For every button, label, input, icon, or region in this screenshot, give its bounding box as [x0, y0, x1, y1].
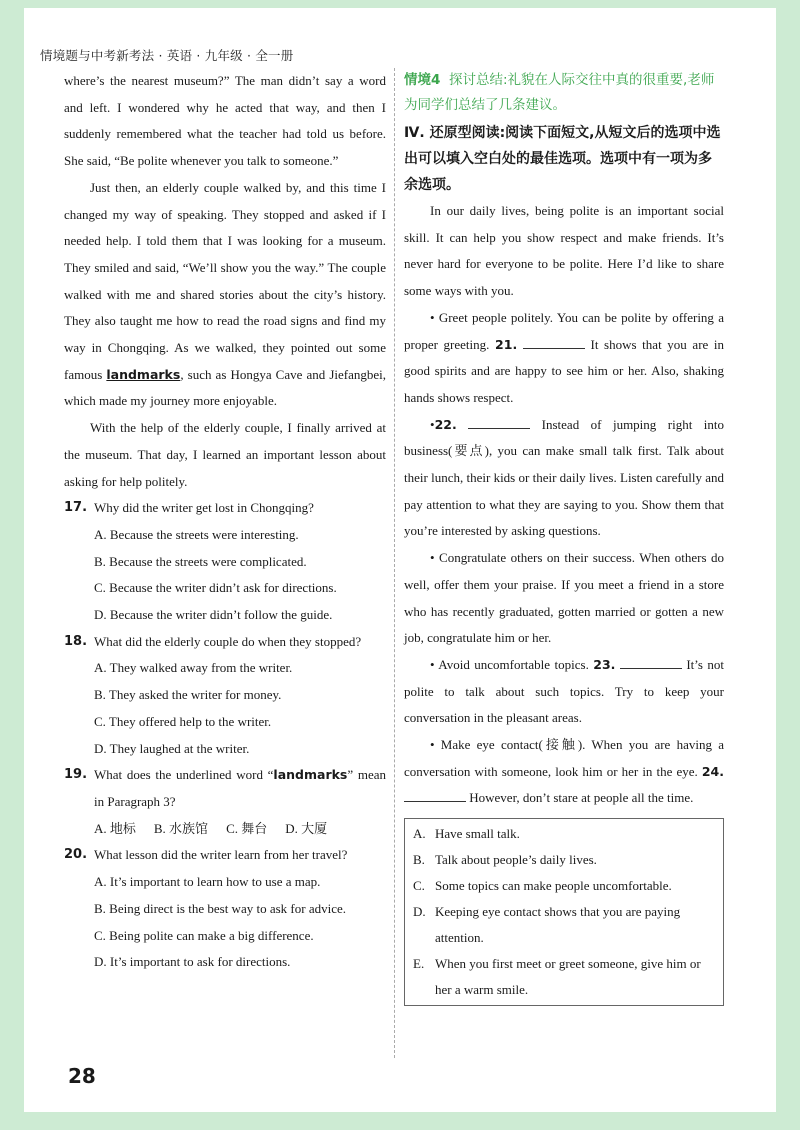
option[interactable]: B. Being direct is the best way to ask for advice.: [94, 900, 346, 916]
option[interactable]: D. They laughed at the writer.: [94, 740, 250, 756]
choice-option[interactable]: B. Talk about people’s daily lives.: [413, 852, 597, 868]
question-text: Why did the writer get lost in Chongqing?: [94, 500, 314, 516]
underlined-word: landmarks: [106, 366, 181, 382]
passage-paragraph: where’s the nearest museum?” The man didn’t say a word and left. I wondered why he acted that way, and then I suddenly remembered what the teacher had told us before. She said, “Be polite whenever you talk to someone.”: [64, 73, 386, 169]
scenario-label: 情境4: [404, 72, 441, 88]
answer-blank[interactable]: [404, 787, 466, 802]
choice-option[interactable]: A. Have small talk.: [413, 826, 520, 842]
blank-number: 22.: [434, 416, 457, 432]
passage-paragraph: • Avoid uncomfortable topics. 23. It’s not polite to talk about such topics. Try to keep your conversation in the pleasant areas.: [404, 652, 724, 732]
passage-paragraph: •22. Instead of jumping right into business(要点), you can make small talk first. Talk about their lunch, their kids or their daily lives. Listen carefully and pay attention to what they are saying to you. Show them that you’re interested by asking questions.: [404, 412, 724, 546]
question-text: What does the underlined word “landmarks” mean in Paragraph 3?: [94, 767, 386, 809]
page-number: 28: [68, 1064, 96, 1088]
option[interactable]: D. 大厦: [285, 820, 328, 836]
scenario-note: 情境4 探讨总结:礼貌在人际交往中真的很重要,老师为同学们总结了几条建议。: [404, 72, 715, 113]
left-column: [64, 68, 386, 976]
option[interactable]: C. 舞台: [226, 820, 268, 836]
passage-paragraph: • Make eye contact(接触). When you are having a conversation with someone, look him or her in the eye. 24. However, don’t stare at people all the time.: [404, 737, 725, 806]
choice-option[interactable]: C. Some topics can make people uncomfortable.: [413, 878, 672, 894]
option[interactable]: A. Because the streets were interesting.: [94, 526, 299, 542]
question-19: [64, 762, 386, 842]
option[interactable]: D. It’s important to ask for directions.: [94, 954, 291, 970]
question-number: 19.: [64, 767, 88, 783]
option[interactable]: C. Being polite can make a big difference.: [94, 927, 314, 943]
choice-option[interactable]: E. When you first meet or greet someone, give him or her a warm smile.: [413, 956, 701, 998]
running-header: 情境题与中考新考法 · 英语 · 九年级 · 全一册: [40, 48, 294, 63]
right-column: [404, 68, 724, 1006]
blank-number: 21.: [495, 336, 518, 352]
passage-paragraph: Just then, an elderly couple walked by, and this time I changed my way of speaking. They stopped and asked if I needed help. I told them that I was looking for a museum. They smiled and said, “We’ll show you the way.” The couple walked with me and shared stories about the city’s history. They also taught me how to read the road signs and find my way in Chongqing. As we walked, they pointed out some famous landmarks, such as Hongya Cave and Jiefangbei, which made my journey more enjoyable.: [64, 179, 386, 409]
choice-option[interactable]: D. Keeping eye contact shows that you are paying attention.: [413, 904, 681, 946]
choices-box: [404, 818, 724, 1006]
question-20: [64, 842, 386, 976]
question-number: 20.: [64, 847, 88, 863]
answer-blank[interactable]: [620, 654, 682, 669]
option[interactable]: A. They walked away from the writer.: [94, 660, 293, 676]
option[interactable]: C. Because the writer didn’t ask for directions.: [94, 580, 337, 596]
option[interactable]: D. Because the writer didn’t follow the guide.: [94, 607, 333, 623]
blank-number: 24.: [701, 763, 725, 779]
question-17: [64, 495, 386, 629]
option[interactable]: B. 水族馆: [153, 820, 209, 836]
passage-paragraph: • Congratulate others on their success. When others do well, offer them your praise. If you meet a friend in a store who has recently graduated, gotten married or gotten a new job, congratulate him or her.: [404, 550, 724, 646]
option[interactable]: B. Because the streets were complicated.: [94, 553, 307, 569]
blank-number: 23.: [593, 656, 616, 672]
question-number: 18.: [64, 633, 88, 649]
passage-paragraph: With the help of the elderly couple, I finally arrived at the museum. That day, I learned an important lesson about asking for help politely.: [64, 420, 386, 489]
option[interactable]: B. They asked the writer for money.: [94, 687, 282, 703]
task-instructions: Ⅳ. 还原型阅读:阅读下面短文,从短文后的选项中选出可以填入空白处的最佳选项。选项中有一项为多余选项。: [404, 125, 721, 193]
option[interactable]: C. They offered help to the writer.: [94, 713, 272, 729]
column-divider: [394, 68, 395, 1058]
option[interactable]: A. It’s important to learn how to use a map.: [94, 874, 321, 890]
answer-blank[interactable]: [468, 414, 530, 429]
passage-paragraph: In our daily lives, being polite is an important social skill. It can help you show respect and make friends. It’s never hard for everyone to be polite. Here I’d like to share some ways with you.: [404, 203, 724, 299]
passage-paragraph: • Greet people politely. You can be polite by offering a proper greeting. 21. It shows that you are in good spirits and are happy to see him or her. Also, shaking hands shows respect.: [404, 309, 725, 405]
question-18: [64, 629, 386, 763]
option[interactable]: A. 地标: [94, 820, 136, 836]
question-text: What did the elderly couple do when they stopped?: [94, 633, 362, 649]
question-number: 17.: [64, 500, 88, 516]
answer-blank[interactable]: [523, 334, 585, 349]
question-text: What lesson did the writer learn from her travel?: [94, 847, 348, 863]
